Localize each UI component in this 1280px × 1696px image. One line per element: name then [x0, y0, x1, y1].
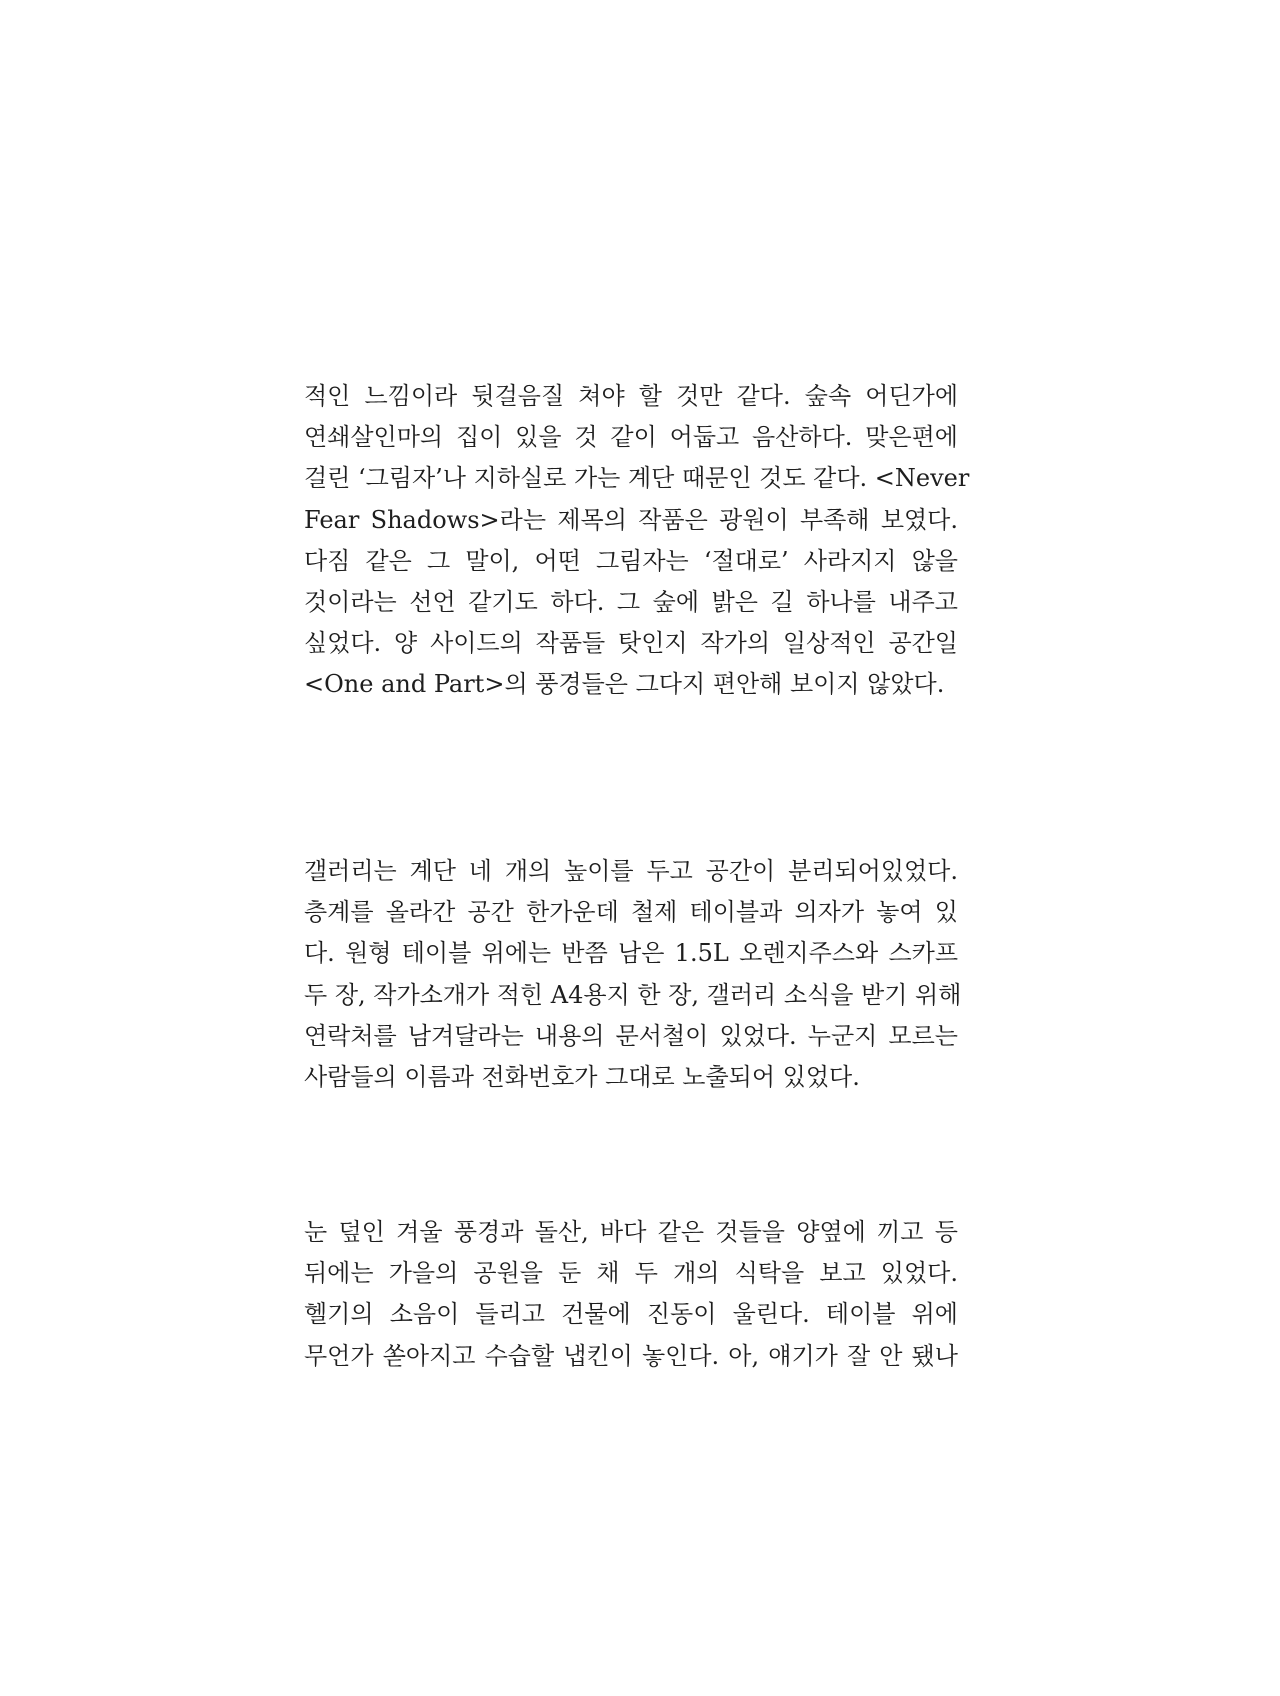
- text-line: 걸린 ‘그림자’나 지하실로 가는 계단 때문인 것도 같다. <Never: [304, 464, 970, 493]
- text-line: 층계를 올라간 공간 한가운데 철제 테이블과 의자가 놓여 있: [304, 898, 958, 927]
- text-line: 적인 느낌이라 뒷걸음질 쳐야 할 것만 같다. 숲속 어딘가에: [304, 382, 958, 410]
- text-line: 다짐 같은 그 말이, 어떤 그림자는 ‘절대로’ 사라지지 않을: [304, 546, 958, 575]
- text-line: 다. 원형 테이블 위에는 반쯤 남은 1.5L 오렌지주스와 스카프: [304, 939, 958, 968]
- text-line: 갤러리는 계단 네 개의 높이를 두고 공간이 분리되어있었다.: [304, 857, 958, 885]
- text-line: 연락처를 남겨달라는 내용의 문서철이 있었다. 누군지 모르는: [304, 1021, 958, 1050]
- text-line: 싶었다. 양 사이드의 작품들 탓인지 작가의 일상적인 공간일: [304, 629, 958, 658]
- paragraph-1: [304, 376, 970, 706]
- text-line: 사람들의 이름과 전화번호가 그대로 노출되어 있었다.: [304, 1062, 860, 1091]
- text-line: 뒤에는 가을의 공원을 둔 채 두 개의 식탁을 보고 있었다.: [304, 1259, 958, 1288]
- paragraph-3: [304, 1212, 958, 1377]
- text-line: 무언가 쏟아지고 수습할 냅킨이 놓인다. 아, 얘기가 잘 안 됐나: [304, 1341, 958, 1370]
- text-line: <One and Part>의 풍경들은 그다지 편안해 보이지 않았다.: [304, 670, 945, 699]
- text-line: 헬기의 소음이 들리고 건물에 진동이 울린다. 테이블 위에: [304, 1300, 958, 1329]
- paragraph-2: [304, 851, 962, 1098]
- text-line: 두 장, 작가소개가 적힌 A4용지 한 장, 갤러리 소식을 받기 위해: [304, 980, 962, 1009]
- text-line: 것이라는 선언 같기도 하다. 그 숲에 밝은 길 하나를 내주고: [304, 587, 958, 616]
- text-line: Fear Shadows>라는 제목의 작품은 광원이 부족해 보였다.: [304, 505, 958, 534]
- text-line: 연쇄살인마의 집이 있을 것 같이 어둡고 음산하다. 맞은편에: [304, 423, 958, 452]
- text-line: 눈 덮인 겨울 풍경과 돌산, 바다 같은 것들을 양옆에 끼고 등: [304, 1218, 958, 1246]
